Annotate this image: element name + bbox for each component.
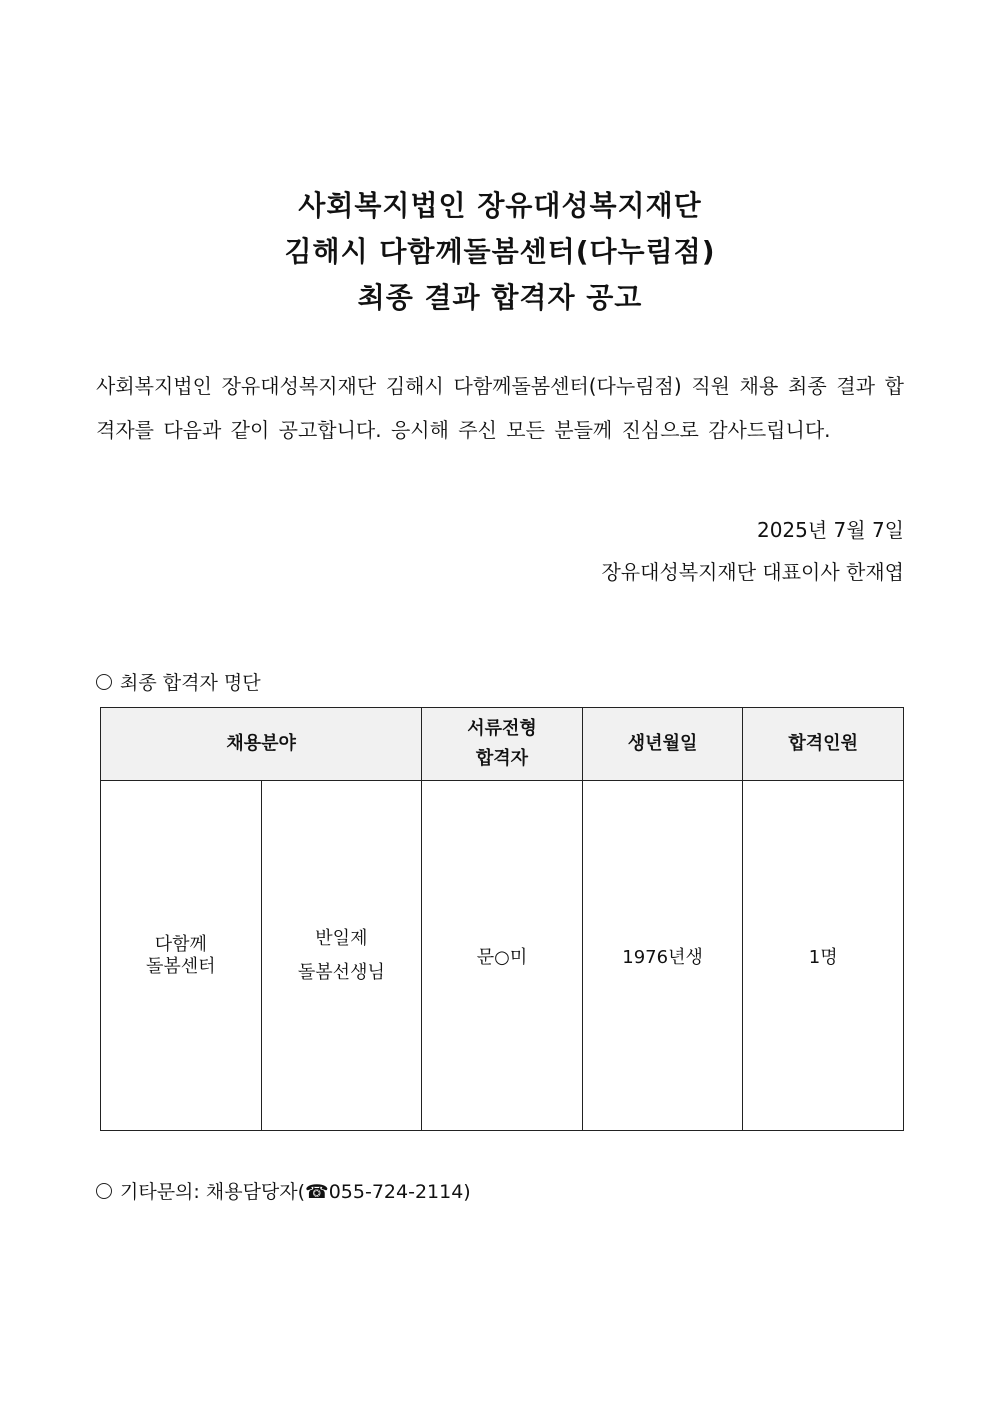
cell-position xyxy=(261,781,422,1131)
header-passer-line2: 합격자 xyxy=(475,748,529,769)
header-count: 합격인원 xyxy=(743,708,904,781)
header-passer-line1: 서류전형 xyxy=(467,718,537,739)
section-final-passers xyxy=(96,668,261,695)
cell-birth: 1976년생 xyxy=(582,781,743,1131)
cell-name: 문○미 xyxy=(422,781,583,1131)
header-passer xyxy=(422,708,583,781)
section-final-passers-label: 최종 합격자 명단 xyxy=(120,672,261,694)
circle-bullet-icon xyxy=(96,1183,112,1199)
cell-count: 1명 xyxy=(743,781,904,1131)
cell-center-line2: 돌봄센터 xyxy=(146,955,216,977)
announcement-signer: 장유대성복지재단 대표이사 한재엽 xyxy=(601,560,904,584)
final-passers-table xyxy=(100,707,904,1131)
section-contact xyxy=(96,1177,471,1204)
announcement-date: 2025년 7월 7일 xyxy=(756,518,904,542)
header-birth: 생년월일 xyxy=(582,708,743,781)
circle-bullet-icon xyxy=(96,674,112,690)
document-title-line2: 김해시 다함께돌봄센터(다누림점) xyxy=(284,235,716,268)
announcement-paragraph: 사회복지법인 장유대성복지재단 김해시 다함께돌봄센터(다누림점) 직원 채용 최종 결과 합격자를 다음과 같이 공고합니다. 응시해 주신 모든 분들께 진심으로 감사드립니다. xyxy=(96,374,904,442)
table-row xyxy=(101,781,904,1131)
section-contact-label: 기타문의: 채용담당자(☎055-724-2114) xyxy=(120,1181,471,1203)
document-title-line1: 사회복지법인 장유대성복지재단 xyxy=(298,189,702,222)
cell-center-line1: 다함께 xyxy=(154,933,207,955)
header-field: 채용분야 xyxy=(101,708,422,781)
document-title-line3: 최종 결과 합격자 공고 xyxy=(357,281,643,314)
cell-position-line2: 돌봄선생님 xyxy=(297,961,385,983)
cell-center xyxy=(101,781,262,1131)
table-header-row xyxy=(101,708,904,781)
cell-position-line1: 반일제 xyxy=(315,927,368,949)
